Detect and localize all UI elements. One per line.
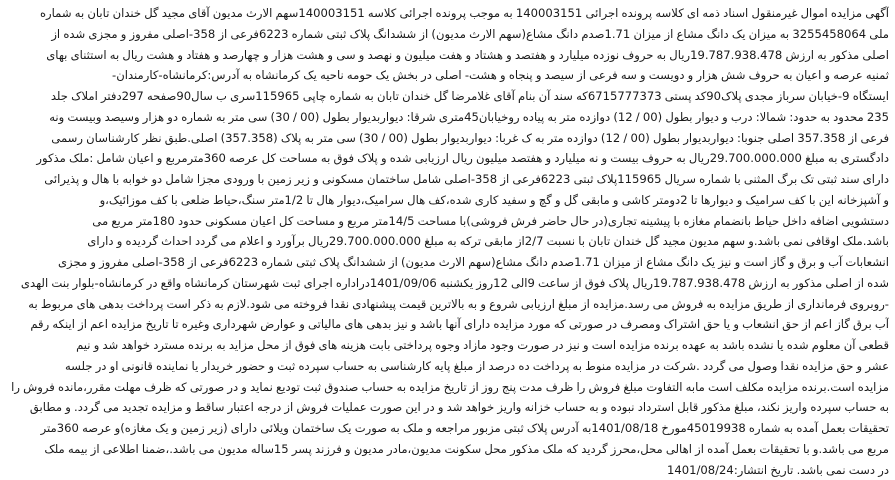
notice-line: قطعی آن معلوم شده یا نشده باشد به عهده برنده مزایده است و نیز در صورت وجود مازاد وجوه پرداختی بابت هزینه های فوق از محل مزاید به برنده مسترد خواهد شد و نیم bbox=[6, 335, 889, 356]
notice-line: مزایده است.برنده مزایده مکلف است مابه التفاوت مبلغ فروش را ظرف مدت پنج روز از تاریخ مزایده به حساب صندوق ثبت تودیع نماید و در صورتی که ظرف مهلت مقرر،مانده فروش را bbox=[6, 377, 889, 398]
notice-line: 235 محدود به حدود: شمالا: درب و دیوار بطول (00 / 12) دوازده متر به پیاده روخیابان45متری شرقا: دیواربدیوار بطول (00 / 30) سی متر به شماره دو هزار وسیصد وبیست ونه bbox=[6, 107, 889, 128]
notice-line: به حساب سپرده واریز نکند، مبلغ مذکور قابل استرداد نبوده و به حساب خزانه واریز خواهد شد و در این صورت عملیات فروش از درجه اعتبار ساقط و مزایده تجدید می گردد. و مطابق bbox=[6, 397, 889, 418]
notice-line: شده از اصلی مذکور به ارزش 19.787.938.478ریال پلاک فوق از ساعت 9الی 12روز یکشنبه 1401/09/06دراداره اجرای ثبت شهرستان کرمانشاه واقع در کرمانشاه-بلوار بنت الهدی bbox=[6, 273, 889, 294]
notice-line: آگهی مزایده اموال غیرمنقول اسناد ذمه ای کلاسه پرونده اجرائی 140003151 به موجب پرونده اجرائی کلاسه 140003151سهم الارث مدیون آقای مجید گل خندان تابان به شماره bbox=[6, 3, 889, 24]
notice-line: مربع می باشد.و با تحقیقات بعمل آمده از اهالی محل،محرز گردید که ملک مذکور محل سکونت مدیون،مادر مدیون و فرزند پسر 15ساله مدیون می باشد.،ضمنا اطلاعی از بیمه ملک bbox=[6, 439, 889, 460]
notice-line: دارای سند ثبتی تک برگ المثنی با شماره سریال 115965پلاک ثبتی 6223فرعی از 358-اصلی شامل ساختمان مسکونی و زیر زمین با ورودی مجزا شامل دو خوابه با هال و پذیرائی bbox=[6, 169, 889, 190]
notice-line: عشر و حق مزایده نقدا وصول می گردد .شرکت در مزایده منوط به پرداخت ده درصد از مبلغ پایه کارشناسی به حساب سپرده ثبت و حضور خریدار یا نماینده قانونی او در جلسه bbox=[6, 356, 889, 377]
notice-line: ملی 3255458064 به میزان یک دانگ مشاع از میزان 1.71صدم دانگ مشاع(سهم الارث مدیون) از ششدانگ پلاک ثبتی شماره 6223فرعی از 358-اصلی مفروز و مجزی شده از bbox=[6, 24, 889, 45]
notice-line: باشد.ملک اوقافی نمی باشد.و سهم مدیون مجید گل خندان تابان با نسبت 2/7از مابقی ترکه به مبلغ 29.700.000.000ریال برآورد و اعلام می گردد احداث گردیده و دارای bbox=[6, 231, 889, 252]
notice-line: انشعابات آب و برق و گاز است و نیز یک دانگ مشاع از میزان 1.71صدم دانگ مشاع(سهم الارث مدیون) از ششدانگ پلاک ثبتی شماره 6223فرعی از 358-اصلی مفروز و مجزی bbox=[6, 252, 889, 273]
notice-line: -روبروی فرمانداری از طریق مزایده به فروش می رسد.مزایده از مبلغ ارزیابی شروع و به بالاترین قیمت پیشنهادی نقدا فروخته می شود.لازم به ذکر است پرداخت بدهی های مربوط به bbox=[6, 294, 889, 315]
notice-line: ثمنیه عرصه و اعیان به حروف شش هزار و دویست و سه فرعی از سیصد و پنجاه و هشت- اصلی در بخش یک حومه ناحیه یک کرمانشاه به آدرس:کرمانشاه-کارمندان- bbox=[6, 65, 889, 86]
notice-line: و آشپزخانه این با کف سرامیک و دیوارها تا 2دومتر کاشی و مابقی گل و گچ و سفید کاری شده،کف هال سرامیک،دیوار هال تا 1/2متر سنگ،حیاط ضلعی با کف موزائیک،و bbox=[6, 190, 889, 211]
notice-line: اصلی مذکور به ارزش 19.787.938.478ریال به حروف نوزده میلیارد و هفتصد و هشتاد و هفت میلیون و نهصد و سی و هشت هزار و چهارصد و هفتاد و هشت ریال به استثنای بهای bbox=[6, 45, 889, 66]
notice-line: در دست نمی باشد. تاریخ انتشار:1401/08/24 bbox=[6, 460, 889, 480]
notice-line: تحقیقات بعمل آمده به شماره 45019938مورخ 1401/08/18به آدرس پلاک ثبتی مزبور مراجعه و ملک به صورت یک ساختمان ویلائی دارای (زیر زمین و یک مغازه)و عرصه 360متر bbox=[6, 418, 889, 439]
notice-line: آب برق گاز اعم از حق انشعاب و یا حق اشتراک ومصرف در صورتی که مورد مزایده دارای آنها باشد و نیز بدهی های مالیاتی و عوارض شهرداری وغیره تا تاریخ مزایده اعم از اینکه رقم bbox=[6, 314, 889, 335]
notice-line: دستشویی اضافه داخل حیاط بانضمام مغازه با پیشینه تجاری(در حال حاضر فرش فروشی)با مساحت 14/5متر مربع و مساحت کل اعیان مسکونی حدود 180متر مربع می bbox=[6, 211, 889, 232]
notice-line: فرعی از 357.358 اصلی جنوبا: دیواربدیوار بطول (00 / 12) دوازده متر به ک غربا: دیواربدیوار بطول (00 / 30) سی متر به پلاک (357.358) اصلی.طبق نظر کارشناسان رسمی bbox=[6, 128, 889, 149]
notice-line: دادگستری به مبلغ 29.700.000.000ریال به حروف بیست و نه میلیارد و هفتصد میلیون ریال ارزیابی شده و پلاک فوق به مساحت کل عرصه 360مترمربع و اعیان شامل :ملک مذکور bbox=[6, 148, 889, 169]
notice-line: ایستگاه 9-خیابان سرباز مجدی پلاک90کد پستی 6715777373که سند آن بنام آقای غلامرضا گل خندان تابان به شماره چاپی 115965سری ب سال90صفحه 297دفتر املاک جلد bbox=[6, 86, 889, 107]
